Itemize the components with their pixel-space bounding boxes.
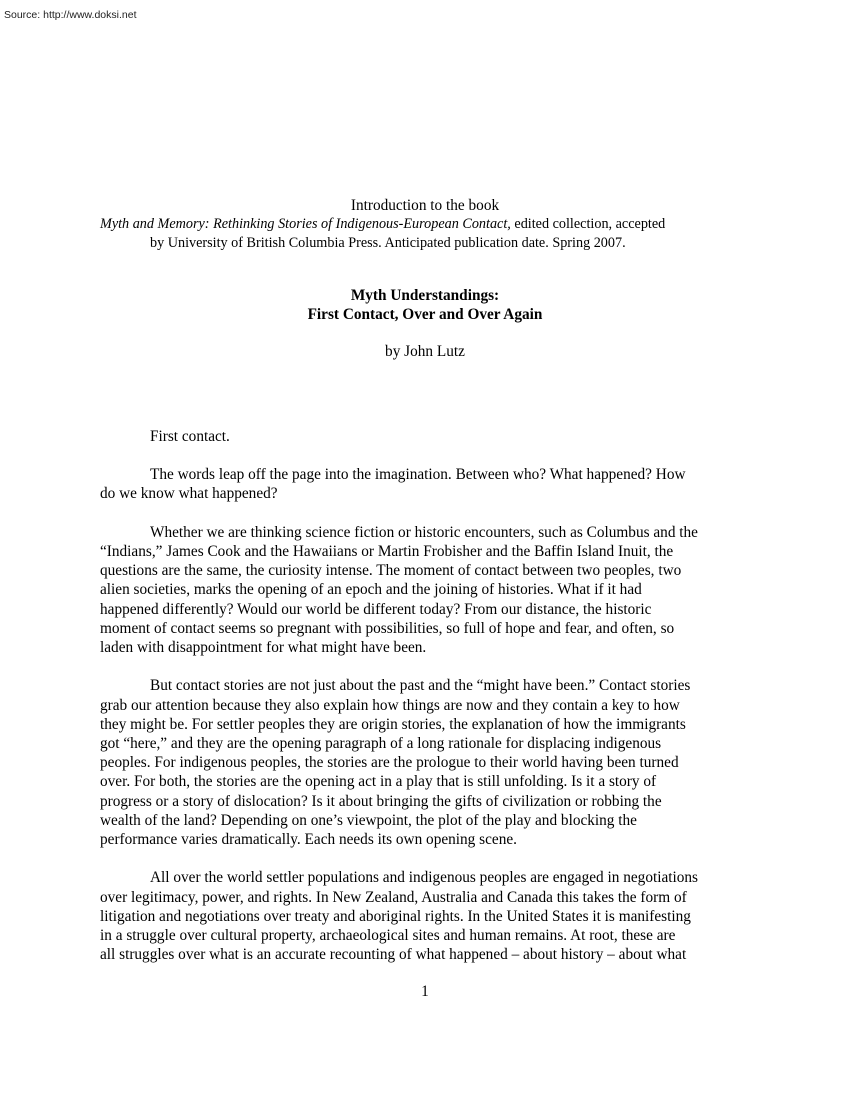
page-number: 1 (421, 983, 429, 1000)
text-line: progress or a story of dislocation? Is it about bringing the gifts of civilization or robbing the (100, 792, 662, 810)
text-line: The words leap off the page into the imagination. Between who? What happened? How (150, 466, 686, 484)
text-line: Whether we are thinking science fiction or historic encounters, such as Columbus and the (150, 523, 698, 541)
text-line: do we know what happened? (100, 485, 278, 503)
text-line: performance varies dramatically. Each needs its own opening scene. (100, 831, 517, 849)
text-line: moment of contact seems so pregnant with possibilities, so full of hope and fear, and often, so (100, 619, 675, 637)
source-url: Source: http://www.doksi.net (4, 9, 137, 21)
document-page (100, 196, 750, 984)
text-line: alien societies, marks the opening of an epoch and the joining of histories. What if it had (100, 581, 642, 599)
text-line: litigation and negotiations over treaty and aboriginal rights. In the United States it is manifesting (100, 907, 691, 925)
text-line: they might be. For settler peoples they are origin stories, the explanation of how the immigrants (100, 715, 686, 733)
text-line: over legitimacy, power, and rights. In New Zealand, Australia and Canada this takes the form of (100, 888, 687, 906)
byline: by John Lutz (385, 342, 465, 360)
text-line: in a struggle over cultural property, archaeological sites and human remains. At root, these are (100, 927, 676, 945)
article-title-line-1: Myth Understandings: (350, 287, 500, 305)
text-line: all struggles over what is an accurate recounting of what happened – about history – about what (100, 946, 687, 964)
book-citation (100, 215, 750, 252)
paragraph (100, 868, 750, 964)
paragraph (100, 523, 750, 657)
text-line: All over the world settler populations and indigenous peoples are engaged in negotiations (150, 869, 699, 887)
text-line: questions are the same, the curiosity intense. The moment of contact between two peoples, two (100, 562, 682, 580)
book-title: Myth and Memory: Rethinking Stories of Indigenous-European Contact, (100, 216, 511, 233)
book-publisher-line: by University of British Columbia Press. Anticipated publication date. Spring 2007. (150, 234, 626, 251)
text-line: peoples. For indigenous peoples, the stories are the prologue to their world having been turned (100, 754, 679, 772)
text-line: laden with disappointment for what might have been. (100, 639, 427, 657)
article-title-line-2: First Contact, Over and Over Again (307, 306, 543, 324)
paragraph (100, 465, 750, 503)
text-line: wealth of the land? Depending on one’s viewpoint, the plot of the play and blocking the (100, 811, 637, 829)
text-line: But contact stories are not just about the past and the “might have been.” Contact stories (150, 677, 691, 695)
book-citation-rest: edited collection, accepted (510, 216, 666, 233)
paragraph (100, 427, 750, 446)
text-line: got “here,” and they are the opening paragraph of a long rationale for displacing indigenous (100, 735, 662, 753)
intro-heading: Introduction to the book (350, 197, 500, 214)
paragraph (100, 676, 750, 849)
body-text (100, 427, 750, 965)
text-line: First contact. (150, 427, 230, 445)
text-line: over. For both, the stories are the opening act in a play that is still unfolding. Is it a story of (100, 773, 657, 791)
text-line: “Indians,” James Cook and the Hawaiians or Martin Frobisher and the Baffin Island Inuit, the (100, 543, 674, 560)
text-line: grab our attention because they also explain how things are now and they contain a key to how (100, 696, 680, 714)
text-line: happened differently? Would our world be different today? From our distance, the historic (100, 600, 652, 618)
